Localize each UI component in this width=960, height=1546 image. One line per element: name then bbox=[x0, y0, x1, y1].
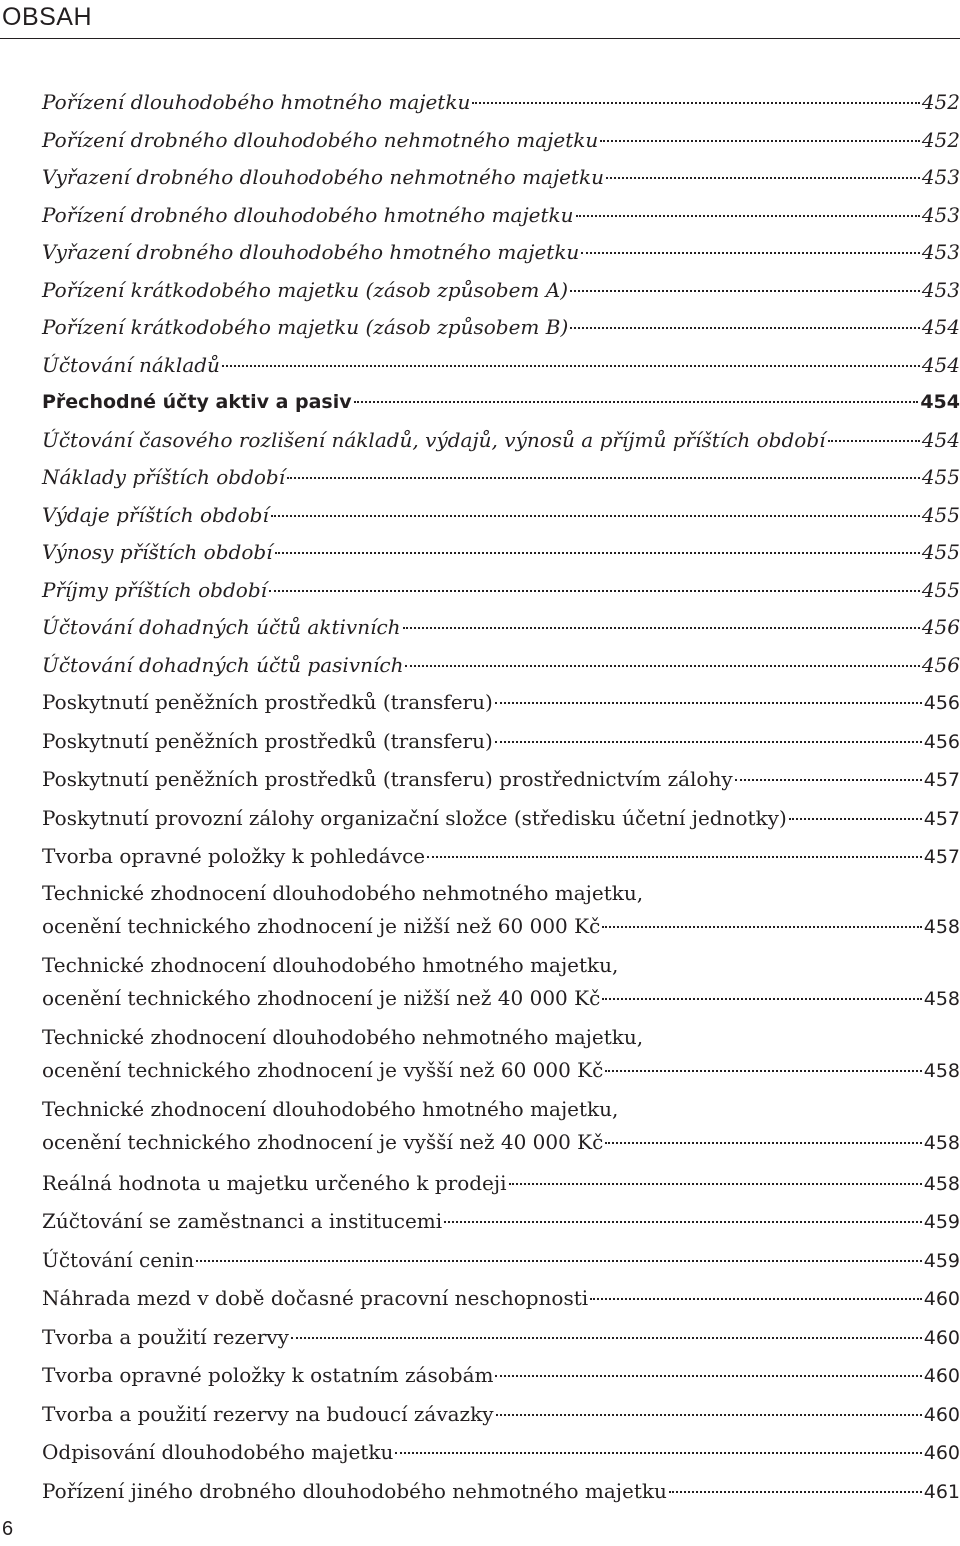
page-number: 6 bbox=[2, 1518, 14, 1540]
toc-entry-line2 bbox=[42, 910, 960, 945]
toc-entry[interactable] bbox=[42, 609, 960, 647]
toc-entry-title: Účtování dohadných účtů aktivních bbox=[42, 615, 401, 639]
toc-entry-title: Přechodné účty aktiv a pasiv bbox=[42, 391, 352, 413]
toc-entry-page: 458 bbox=[923, 988, 960, 1010]
toc-entry-title: Vyřazení drobného dlouhodobého hmotného majetku bbox=[42, 240, 580, 264]
toc-entry[interactable] bbox=[42, 1165, 960, 1204]
toc-entry-page: 456 bbox=[921, 652, 960, 677]
dot-leader bbox=[605, 1142, 921, 1144]
dot-leader bbox=[444, 1221, 922, 1223]
toc-entry[interactable] bbox=[42, 1242, 960, 1281]
toc-entry[interactable] bbox=[42, 1203, 960, 1242]
toc-entry-title: Tvorba opravné položky k ostatním zásobám bbox=[42, 1363, 494, 1387]
toc-entry-title: Účtování cenin bbox=[42, 1247, 195, 1272]
toc-entry[interactable] bbox=[42, 761, 960, 800]
dot-leader bbox=[605, 1070, 921, 1072]
dot-leader bbox=[602, 998, 921, 1000]
toc-entry[interactable] bbox=[42, 459, 960, 497]
dot-leader bbox=[570, 290, 920, 292]
dot-leader bbox=[789, 818, 922, 820]
dot-leader bbox=[735, 779, 922, 781]
toc-entry[interactable] bbox=[42, 234, 960, 272]
toc-entry-page: 456 bbox=[923, 692, 960, 714]
toc-entry-title: Účtování dohadných účtů pasivních bbox=[42, 652, 404, 677]
toc-entry[interactable] bbox=[42, 122, 960, 160]
toc-entry[interactable] bbox=[42, 159, 960, 197]
dot-leader bbox=[495, 702, 922, 704]
toc-entry-title-line1: Technické zhodnocení dlouhodobého hmotného majetku, bbox=[42, 1096, 619, 1121]
toc-entry-page: 455 bbox=[921, 465, 960, 489]
toc-entry[interactable] bbox=[42, 197, 960, 235]
toc-entry[interactable] bbox=[42, 272, 960, 310]
toc-entry-line2 bbox=[42, 982, 960, 1017]
toc-entry-page: 459 bbox=[923, 1211, 960, 1233]
toc-entry-page: 455 bbox=[921, 577, 960, 602]
dot-leader bbox=[600, 140, 920, 142]
toc-entry-page: 460 bbox=[923, 1365, 960, 1387]
toc-entry[interactable] bbox=[42, 347, 960, 385]
toc-entry[interactable] bbox=[42, 1280, 960, 1319]
toc-entry-title: Zúčtování se zaměstnanci a institucemi bbox=[42, 1209, 443, 1233]
header-divider bbox=[0, 38, 960, 39]
toc-entry-title: Tvorba opravné položky k pohledávce bbox=[42, 844, 426, 868]
toc-entry[interactable] bbox=[42, 1319, 960, 1358]
toc-entry-page: 455 bbox=[921, 540, 960, 564]
toc-entry-line2 bbox=[42, 1054, 960, 1089]
dot-leader bbox=[222, 365, 920, 367]
toc-entry-page: 461 bbox=[923, 1480, 960, 1503]
toc-entry[interactable] bbox=[42, 534, 960, 572]
toc-entry[interactable] bbox=[42, 877, 960, 945]
toc-entry-page: 455 bbox=[921, 502, 960, 527]
dot-leader bbox=[287, 477, 920, 479]
toc-entry-page: 458 bbox=[923, 916, 960, 938]
toc-entry-page: 458 bbox=[923, 1060, 960, 1082]
toc-entry[interactable] bbox=[42, 800, 960, 839]
toc-entry-title: Tvorba a použití rezervy na budoucí závazky bbox=[42, 1401, 494, 1426]
toc-entry-page: 453 bbox=[921, 202, 960, 227]
dot-leader bbox=[669, 1491, 922, 1493]
toc-entry-title: Poskytnutí provozní zálohy organizační složce (středisku účetní jednotky) bbox=[42, 805, 787, 830]
dot-leader bbox=[291, 1337, 922, 1339]
toc-entry[interactable] bbox=[42, 497, 960, 535]
toc-entry-title: Náhrada mezd v době dočasné pracovní neschopnosti bbox=[42, 1286, 589, 1310]
toc-entry-page: 453 bbox=[921, 240, 960, 264]
toc-entry-page: 458 bbox=[923, 1172, 960, 1195]
toc-entry-title: Pořízení krátkodobého majetku (zásob způsobem B) bbox=[42, 315, 569, 339]
toc-entry-title: Vyřazení drobného dlouhodobého nehmotného majetku bbox=[42, 165, 605, 189]
toc-entry[interactable] bbox=[42, 572, 960, 610]
toc-entry-title: Pořízení jiného drobného dlouhodobého nehmotného majetku bbox=[42, 1478, 667, 1503]
toc-entry-title: Odpisování dlouhodobého majetku bbox=[42, 1440, 394, 1464]
dot-leader bbox=[590, 1298, 922, 1300]
toc-entry[interactable] bbox=[42, 647, 960, 685]
toc-entry-page: 454 bbox=[921, 427, 960, 452]
toc-entry-page: 453 bbox=[921, 277, 960, 302]
toc-entry[interactable] bbox=[42, 949, 960, 1017]
page-title: OBSAH bbox=[2, 3, 93, 31]
toc-entry-title: Příjmy příštích období bbox=[42, 577, 268, 602]
toc-entry-title: Reálná hodnota u majetku určeného k prodeji bbox=[42, 1170, 507, 1195]
dot-leader bbox=[472, 102, 919, 104]
dot-leader bbox=[354, 401, 919, 403]
toc-entry-page: 460 bbox=[923, 1288, 960, 1310]
toc-entry-title-line1: Technické zhodnocení dlouhodobého nehmotného majetku, bbox=[42, 1024, 644, 1049]
toc-entry-page: 458 bbox=[923, 1132, 960, 1154]
toc-entry-title: Pořízení dlouhodobého hmotného majetku bbox=[42, 90, 471, 114]
toc-entry[interactable] bbox=[42, 1473, 960, 1512]
toc-entry[interactable] bbox=[42, 1396, 960, 1435]
toc-entry-title: Tvorba a použití rezervy bbox=[42, 1324, 289, 1349]
toc-entry-page: 460 bbox=[923, 1442, 960, 1464]
toc-entry-page: 454 bbox=[921, 315, 960, 339]
toc-entry-line2 bbox=[42, 1126, 960, 1161]
toc-entry-page: 454 bbox=[920, 391, 960, 413]
toc-entry[interactable] bbox=[42, 384, 960, 422]
toc-entry-title: Poskytnutí peněžních prostředků (transferu) bbox=[42, 690, 493, 714]
dot-leader bbox=[606, 177, 920, 179]
dot-leader bbox=[602, 926, 921, 928]
toc-entry-title: ocenění technického zhodnocení je vyšší než 60 000 Kč bbox=[42, 1058, 604, 1082]
toc-entry-page: 457 bbox=[923, 807, 960, 830]
toc-entry-title-line1: Technické zhodnocení dlouhodobého hmotného majetku, bbox=[42, 952, 619, 977]
dot-leader bbox=[405, 665, 919, 667]
toc-entry-title: Pořízení drobného dlouhodobého hmotného majetku bbox=[42, 202, 574, 227]
dot-leader bbox=[275, 552, 920, 554]
toc-entry[interactable] bbox=[42, 1434, 960, 1473]
toc-entry[interactable] bbox=[42, 838, 960, 877]
dot-leader bbox=[395, 1452, 921, 1454]
toc-entry-title: ocenění technického zhodnocení je nižší než 60 000 Kč bbox=[42, 914, 601, 938]
toc-entry-title-line1: Technické zhodnocení dlouhodobého nehmotného majetku, bbox=[42, 880, 644, 905]
toc-entry-page: 452 bbox=[921, 90, 960, 114]
dot-leader bbox=[495, 1375, 921, 1377]
toc-entry-page: 460 bbox=[923, 1326, 960, 1349]
toc-entry-page: 452 bbox=[921, 127, 960, 152]
dot-leader bbox=[196, 1260, 922, 1262]
toc-entry[interactable] bbox=[42, 84, 960, 122]
dot-leader bbox=[271, 515, 920, 517]
toc-entry-title: Účtování nákladů bbox=[42, 352, 220, 377]
toc-entry-title: Pořízení drobného dlouhodobého nehmotného majetku bbox=[42, 127, 599, 152]
dot-leader bbox=[403, 627, 920, 629]
toc-entry-page: 457 bbox=[923, 846, 960, 868]
toc-entry-page: 459 bbox=[923, 1249, 960, 1272]
toc-entry[interactable] bbox=[42, 684, 960, 723]
dot-leader bbox=[495, 741, 922, 743]
toc-entry[interactable] bbox=[42, 1093, 960, 1161]
toc-entry-title: Účtování časového rozlišení nákladů, výdajů, výnosů a příjmů příštích období bbox=[42, 427, 826, 452]
toc-entry-title: Výnosy příštích období bbox=[42, 540, 273, 564]
toc-entry-title: Pořízení krátkodobého majetku (zásob způsobem A) bbox=[42, 277, 568, 302]
toc-entry-page: 460 bbox=[923, 1403, 960, 1426]
dot-leader bbox=[828, 440, 920, 442]
toc-entry-title: Náklady příštích období bbox=[42, 465, 286, 489]
toc-entry-title: Poskytnutí peněžních prostředků (transferu) prostřednictvím zálohy bbox=[42, 767, 733, 791]
dot-leader bbox=[509, 1183, 922, 1185]
toc-entry[interactable] bbox=[42, 422, 960, 460]
toc-entry-page: 456 bbox=[921, 615, 960, 639]
dot-leader bbox=[427, 856, 922, 858]
dot-leader bbox=[570, 327, 920, 329]
toc-entry-title: ocenění technického zhodnocení je vyšší než 40 000 Kč bbox=[42, 1130, 604, 1154]
dot-leader bbox=[576, 215, 920, 217]
dot-leader bbox=[581, 252, 919, 254]
dot-leader bbox=[269, 590, 920, 592]
toc-entry[interactable] bbox=[42, 1021, 960, 1089]
toc-entry-page: 457 bbox=[923, 769, 960, 791]
toc-entry-title: Poskytnutí peněžních prostředků (transferu) bbox=[42, 728, 493, 753]
toc-entry[interactable] bbox=[42, 723, 960, 762]
toc-entry-page: 454 bbox=[921, 352, 960, 377]
table-of-contents bbox=[42, 84, 960, 1511]
toc-entry-title: ocenění technického zhodnocení je nižší než 40 000 Kč bbox=[42, 986, 601, 1010]
toc-entry-page: 453 bbox=[921, 165, 960, 189]
toc-entry-title: Výdaje příštích období bbox=[42, 502, 269, 527]
toc-entry-page: 456 bbox=[923, 730, 960, 753]
toc-entry[interactable] bbox=[42, 1357, 960, 1396]
dot-leader bbox=[496, 1414, 922, 1416]
toc-entry[interactable] bbox=[42, 309, 960, 347]
